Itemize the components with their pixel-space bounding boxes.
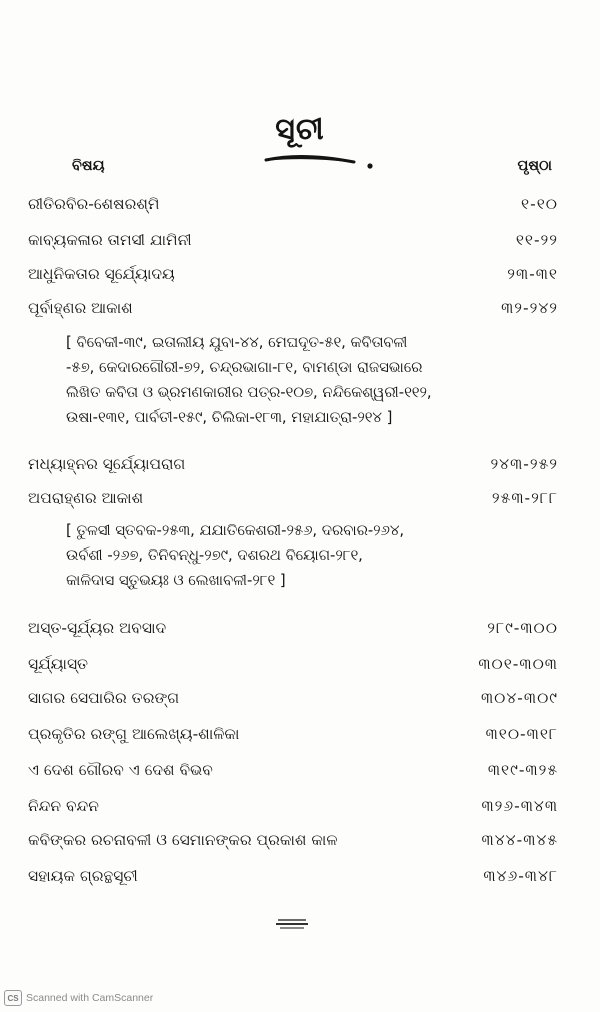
- entry-pages: ୨୫୩-୨୮୮: [491, 488, 558, 507]
- sub-list-line: ଉର୍ବଶୀ -୨୬୭, ତିନିବନ୍ଧୁ-୨୭୯, ଦଶରଥ ବିୟୋଗ-୨୮୧,: [66, 547, 363, 564]
- entry-title: ଏ ଦେଶ ଗୌରବ ଏ ଦେଶ ବିଭବ: [28, 760, 213, 779]
- toc-entry: [28, 260, 558, 288]
- sub-list: [66, 330, 566, 430]
- subject-column-header: ବିଷୟ: [72, 158, 105, 174]
- sub-list-line: ଲିଖିତ କବିତା ଓ ଭ୍ରମଣକାରୀର ପତ୍ର-୧୦୭, ନନ୍ଦିକେଶ୍ୱରୀ-୧୧୨,: [66, 384, 432, 401]
- sub-list-line: କାଳିଦାସ ସ୍ତୁଭୟଃ ଓ ଲେଖାବଳୀ-୨୮୧ ]: [66, 572, 286, 589]
- toc-entry: [28, 614, 558, 642]
- toc-entry: [28, 792, 558, 820]
- toc-entry: [28, 684, 558, 712]
- sub-list-line: ଉଷା-୧୩୧, ପାର୍ବତୀ-୧୫୯, ଚିଲିକା-୧୮୩, ମହାଯାତ୍ରା-୨୧୪ ]: [66, 409, 393, 426]
- entry-pages: ୨୪୩-୨୫୨: [490, 454, 558, 473]
- end-divider-icon: [276, 917, 308, 931]
- entry-title: ସାଗର ସେପାରିର ତରଙ୍ଗ: [28, 688, 180, 707]
- entry-title: ଆଧୁନିକତାର ସୂର୍ଯ୍ୟୋଦୟ: [28, 264, 175, 283]
- sub-list-line: -୫୭, କେଦାରଗୌରୀ-୭୨, ଚନ୍ଦ୍ରଭାଗା-୮୧, ବାମଣ୍ଡା ରାଜସଭାରେ: [66, 359, 423, 376]
- toc-entry: [28, 650, 558, 678]
- toc-entry: [28, 294, 558, 322]
- toc-entry: [28, 450, 558, 478]
- entry-pages: ୨୩-୩୧: [507, 264, 558, 283]
- entry-pages: ୩୦୧-୩୦୩: [478, 654, 558, 673]
- entry-title: ସୂର୍ଯ୍ୟାସ୍ତ: [28, 654, 89, 673]
- entry-title: ଅପରାହ୍ଣର ଆକାଶ: [28, 488, 144, 507]
- entry-title: ସହାୟକ ଗ୍ରନ୍ଥସୂଚୀ: [28, 866, 138, 885]
- entry-pages: ୩୨-୨୪୨: [501, 298, 558, 317]
- entry-title: କାବ୍ୟକଳାର ତାମସୀ ଯାମିନୀ: [28, 230, 192, 249]
- entry-title: ନିନ୍ଦନ ବନ୍ଦନ: [28, 796, 99, 815]
- sub-list: [66, 518, 566, 593]
- page-column-header: ପୃଷ୍ଠା: [517, 158, 552, 174]
- title-ornament-icon: [262, 150, 382, 174]
- entry-pages: ୧୧-୨୨: [515, 230, 558, 249]
- toc-entry: [28, 756, 558, 784]
- watermark-text: Scanned with CamScanner: [26, 992, 154, 1004]
- entry-title: ମଧ୍ୟାହ୍ନର ସୂର୍ଯ୍ୟୋପରାଗ: [28, 454, 186, 473]
- entry-pages: ୩୦୪-୩୦୯: [480, 688, 558, 707]
- toc-entry: [28, 720, 558, 748]
- entry-pages: ୩୧୯-୩୨୫: [487, 760, 558, 779]
- entry-title: କବିଙ୍କର ରଚନାବଳୀ ଓ ସେମାନଙ୍କର ପ୍ରକାଶ କାଳ: [28, 830, 338, 849]
- toc-entry: [28, 484, 558, 512]
- entry-pages: ୨୮୯-୩୦୦: [487, 618, 558, 637]
- entry-pages: ୩୧୦-୩୧୮: [485, 724, 558, 743]
- camscanner-logo-icon: CS: [4, 990, 22, 1006]
- toc-entry: [28, 190, 558, 218]
- page-title: ସୂଚୀ: [275, 112, 325, 147]
- sub-list-line: [ ତୁଳସୀ ସ୍ତବକ-୨୫୩, ଯଯାତିକେଶରୀ-୨୫୬, ଦରବାର-୨୬୪,: [66, 522, 405, 539]
- entry-title: ପ୍ରକୃତିର ରଙ୍ଗୁ ଆଲେଖ୍ୟ-ଶାଳିକା: [28, 724, 240, 743]
- entry-pages: ୧-୧୦: [521, 194, 558, 213]
- entry-title: ରୀତିରବିର-ଶେଷରଶ୍ମି: [28, 194, 160, 213]
- toc-entry: [28, 826, 558, 854]
- entry-pages: ୩୨୬-୩୪୩: [481, 796, 558, 815]
- sub-list-line: [ ବିବେକୀ-୩୯, ଇତାଲୀୟ ଯୁବା-୪୪, ମେଘଦୂତ-୫୧, କବିତାବଳୀ: [66, 334, 408, 351]
- entry-pages: ୩୪୬-୩୪୮: [483, 866, 558, 885]
- entry-pages: ୩୪୪-୩୪୫: [481, 830, 558, 849]
- scanner-watermark: [4, 990, 153, 1006]
- entry-title: ଅସ୍ତ-ସୂର୍ଯ୍ୟର ଅବସାଦ: [28, 618, 167, 637]
- entry-title: ପୂର୍ବାହ୍ଣର ଆକାଶ: [28, 298, 133, 317]
- toc-entry: [28, 862, 558, 890]
- toc-entry: [28, 226, 558, 254]
